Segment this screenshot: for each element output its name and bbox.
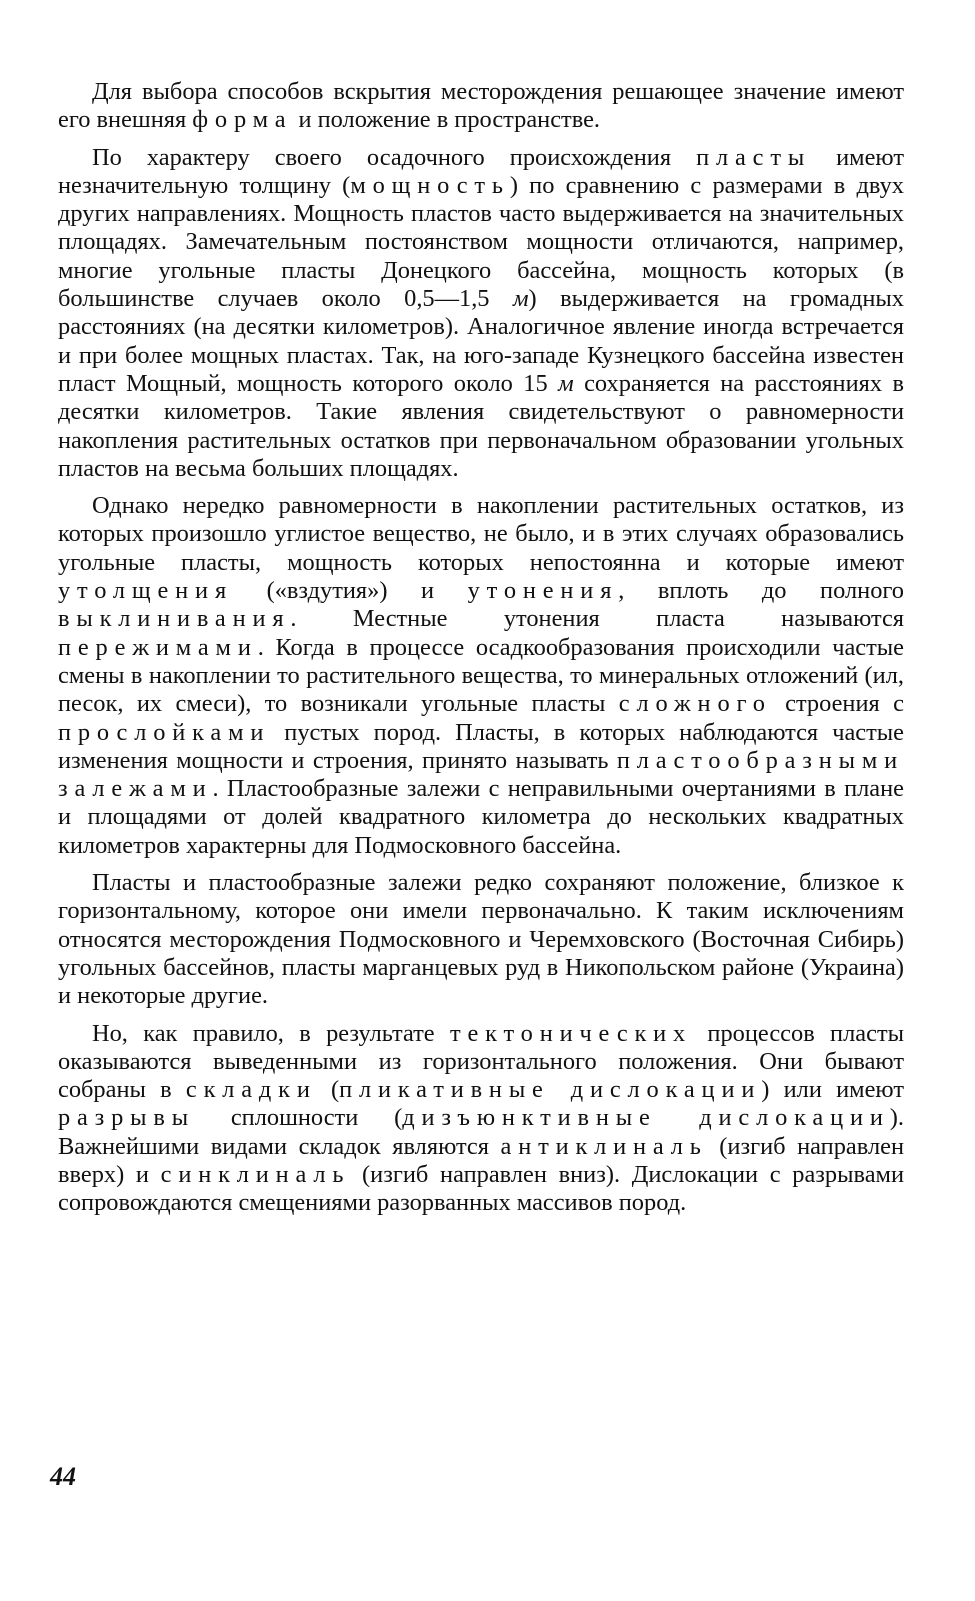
spaced-term: разрывы [58,1104,195,1132]
text-run: ) или имеют [761,1076,904,1104]
spaced-term: пласты [696,143,812,171]
text-run: . Пластообразные залежи с неправильными очертаниями в плане и площадями от долей квадратного километра до нескольких квадратных километров характерны для Подмосковного бассейна. [58,775,904,859]
spaced-term: сложного [618,690,772,718]
page-number: 44 [50,1462,76,1491]
spaced-term: складки [185,1076,317,1104]
spaced-term: утолщения [58,577,233,605]
text-run: (изгиб направлен вниз). Дислокации с разрывами сопровождаются смещениями разорванных массивов пород. [58,1160,905,1217]
spaced-term: прослойками [58,718,271,746]
spaced-term: форма [192,106,293,134]
text-run: и положение в пространстве. [292,106,600,134]
spaced-term: выклинивания [58,605,291,633]
spaced-term: пликативные дислокации [339,1076,762,1104]
paragraph-1 [58,78,904,135]
text-run: пустых пород. Пласты, в которых наблюдаются частые изменения мощности и строения, принято называть [58,718,904,774]
unit-text: м [558,369,574,397]
spaced-term: антиклиналь [500,1132,708,1160]
text-run: Для выбора способов вскрытия месторождения решающее значение имеют его внешняя [58,78,904,134]
spaced-term: пережимами [58,633,258,661]
paragraph-3 [58,492,904,860]
text-run: сохраняется на расстояниях в десятки километров. Такие явления свидетельствуют о равномерности накопления растительных остатков при первоначальном образовании угольных пластов на весьма больших площадях. [58,369,904,482]
text-run: ) выдерживается на громадных расстояниях (на десятки километров). Аналогичное явление иногда встречается и при более мощных пластах. Так, на юго-западе Кузнецкого бассейна известен пласт Мощный, мощность которого около 15 [58,285,904,397]
paragraph-5 [58,1020,904,1218]
spaced-term: утонения [467,577,619,605]
text-run: ) по сравнению с размерами в двух других направлениях. Мощность пластов часто выдерживается на значительных площадях. Замечательным постоянством мощности отличаются, например, многие угольные пласты Донецкого бассейна, мощность которых (в большинстве случаев около 0,5—1,5 [58,171,904,313]
text-run: , вплоть до полного [618,577,904,605]
text-run: . Местные утонения пласта называются [290,605,904,633]
text-run: По характеру своего осадочного происхождения [92,143,697,171]
spaced-term: мощность [350,171,510,199]
paragraph-2 [58,144,904,484]
text-run: строения с [771,690,904,718]
page-body [58,78,904,1218]
text-run: ). Важнейшими видами складок являются [58,1104,904,1160]
spaced-term: дизъюнктивные дислокации [402,1104,890,1132]
spaced-term: синклиналь [160,1160,351,1188]
paragraph-4 [58,869,904,1010]
text-run: ( [316,1076,340,1104]
text-run: . Когда в процессе осадкообразования происходили частые смены в накоплении то растительного вещества, то минеральных отложений (ил, песок, их смеси), то возникали угольные пласты [58,633,904,718]
spaced-term: пластообразными залежами [58,746,904,803]
text-run: имеют незначительную толщину ( [58,143,904,199]
text-run: Пласты и пластообразные залежи редко сохраняют положение, близкое к горизонтальному, которое они имели первоначально. К таким исключениям относятся месторождения Подмосковного и Черемховского (Восточная Сибирь) угольных бассейнов, пласты марганцевых руд в Никопольском районе (Украина) и некоторые другие. [58,869,904,1010]
text-run: (изгиб направлен вверх) и [58,1132,904,1188]
text-run: («вздутия») и [233,577,468,605]
text-run: сплошности ( [194,1104,403,1132]
text-run: процессов пласты оказываются выведенными из горизонтального положения. Они бывают собраны в [58,1019,904,1104]
text-run: Но, как правило, в результате [92,1019,450,1047]
unit-text: м [512,285,529,313]
spaced-term: тектонических [449,1019,693,1047]
text-run: Однако нередко равномерности в накоплении растительных остатков, из которых произошло углистое вещество, не было, и в этих случаях образовались угольные пласты, мощность которых непостоянна и которые имеют [58,492,904,576]
